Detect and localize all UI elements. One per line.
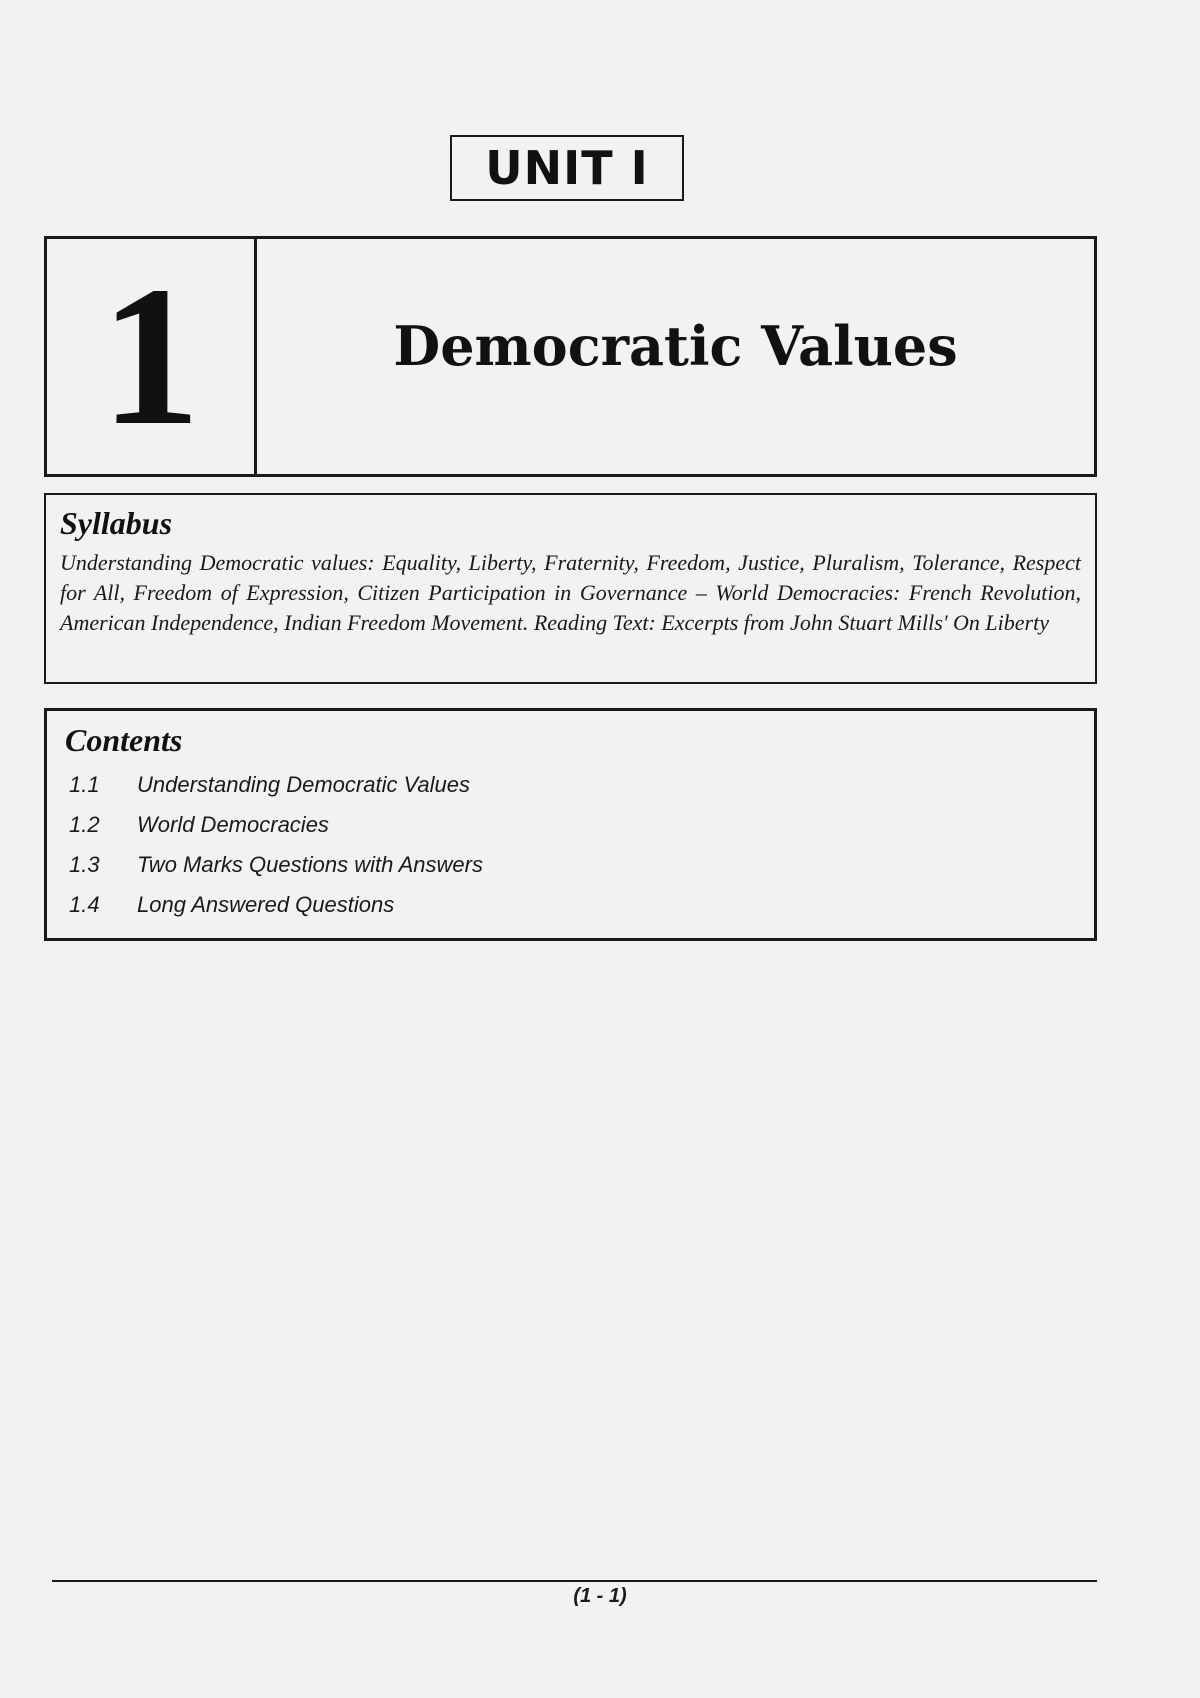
syllabus-heading: Syllabus [60,505,173,541]
contents-item-number: 1.2 [69,812,100,837]
contents-item-title: Understanding Democratic Values [137,772,471,797]
chapter-header [44,236,1097,477]
contents-item[interactable] [65,805,1076,845]
contents-item-title: Long Answered Questions [137,892,395,917]
contents-heading: Contents [65,722,183,758]
footer-rule [52,1580,1097,1582]
contents-list [65,765,1076,925]
unit-label: UNIT I [450,135,684,201]
syllabus-text: Understanding Democratic values: Equality, Liberty, Fraternity, Freedom, Justice, Pluralism, Tolerance, Respect for All, Freedom of Expression, Citizen Participation in Governance – World Democracies: French Revolution, American Independence, Indian Freedom Movement. Reading Text: Excerpts from John Stuart Mills' On Liberty [60,550,1081,635]
contents-item-title: Two Marks Questions with Answers [137,852,483,877]
syllabus-section [44,493,1097,684]
contents-item-number: 1.3 [69,852,100,877]
contents-item-title: World Democracies [137,812,329,837]
contents-item-number: 1.4 [69,892,100,917]
contents-section [44,708,1097,941]
chapter-number: 1 [100,245,201,467]
contents-item[interactable] [65,885,1076,925]
contents-item[interactable] [65,765,1076,805]
contents-item-number: 1.1 [69,772,100,797]
contents-item[interactable] [65,845,1076,885]
chapter-title: Democratic Values [393,313,958,378]
page-number: (1 - 1) [573,1585,627,1607]
